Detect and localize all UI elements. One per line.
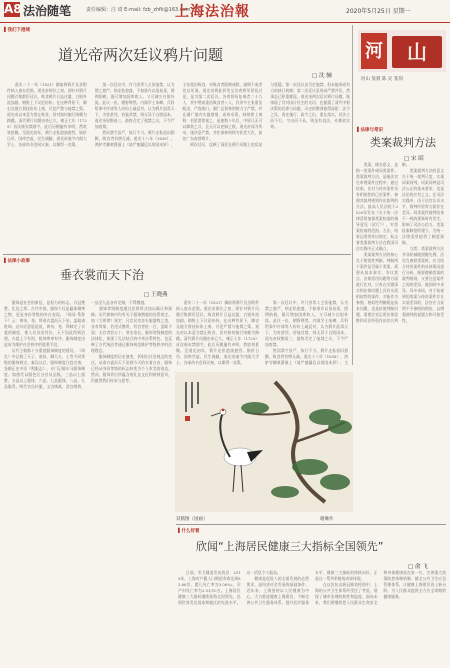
- article4-headline: 欣闻“上海居民健康三大指标全国领先”: [196, 540, 384, 553]
- article2-headline: 类案裁判方法: [370, 136, 436, 149]
- article4-tag: ▌什么好看: [178, 529, 200, 534]
- editor-credits: 责任编辑：汪 琦 E-mail: fzb_zhfk@163.com: [86, 7, 191, 13]
- column-divider: [352, 25, 353, 365]
- article2-body: 类案，顾名思义，是指一类案件或同类案件。类案裁判方法，是指法官在审理案件过程中，通过检索、比对与待决案件具有相似性的已决案件，参照其裁判规则作出裁判的方法。最高人民法院于2020年发布《关于统一法律适用加强类案检索的指导意见（试行）》，对类案检索的范围、方法、结果运用等作出规定，标志着类案裁判方法在我国司法实践中正式确立。 类案裁判方法的核心在于相似性判断。判断两个案件是否属于类案，需要从基本事实、争议焦点、法律适用问题等方面进行比对。只有在关键事实和法律问题上具有实质相似性的案件，才能作为参照。相似性判断既是技术问题，也是价值判断问题，需要法官运用法律思维和司法经验作出综合判断。 类案裁判方法的意义在于统一裁判尺度，实现同案同判。同案同判是司法公正的基本要求，也是法治的应有之义。在司法实践中，由于法官认识水平、裁判经验等方面存在差异，同类案件裁判结果不一致的现象时有发生，影响了司法公信力。类案检索制度的建立，为统一法律适用提供了制度保障。 当然，类案裁判方法并非机械地照搬先例。法官在参照类案时，应当结合待决案件的具体情况进行分析，既要遵循类案的裁判规则，又要注意案件之间的差异，做到同中求异、异中求同。对于检索到的类案与待决案件存在实质差异的，法官应当说明不予参照的理由，以增强裁判的说服力和可接受性。: [356, 162, 444, 323]
- article1-continuation: 嘉庆二十一年（1821）御前将鸦片及各附件纳入查办范围。道光帝即位之初，即针对鸦片问题召集群臣廷议，吸食鸦片日益泛滥，白银外流加剧，朝野上下议论纷纷。在这种背景下，御史及地方督抚纷纷上奏，讨论严禁与弛禁之策。道光帝以本意为禁止吸食，但对如何施行则颇为踌躇。清代鸦片问题由来已久，雍正七年（1729）首次颁布禁烟令，此后历朝屡有申明，然收效甚微。至道光初年，鸦片走私愈演愈烈，银价日昂，国库空虚，民生凋敝。道光帝遂令内阁大学士、各部尚书会同议奏，以期得一良策。 第一次廷议中，许乃济等人主张弛禁，认为禁之愈严，则走私愈盛，不如准许以货易货，照例纳税，既可增加国库收入，又可减少白银外流。此议一出，朝野哗然。内阁学士朱嶟、兵科给事中许球等人纷纷上疏反对，认为鸦片流毒天下，为害甚烈，若弛其禁，则无异于自戕国本。道光帝权衡再三，最终否定了弛禁之议，下令严加查禁。 然而禁令虽严，执行不力。鸦片走私依旧猖獗，吸食者有增无减。道光十八年（1838），鸿胪寺卿黄爵滋上《请严塞漏卮以培国本折》，主: [176, 300, 348, 365]
- seal-artwork: [358, 30, 446, 72]
- section-divider: [3, 254, 351, 255]
- section-name: 法治随笔: [23, 4, 72, 18]
- svg-text:河: 河: [365, 41, 383, 62]
- newspaper-logo: 上海法治報: [175, 4, 250, 20]
- article3-author: □ 王晓燕: [144, 292, 168, 298]
- article1-body: 嘉庆二十一年（1821）御前将鸦片及各附件纳入查办范围。道光帝即位之初，即针对鸦片问题召集群臣廷议，吸食鸦片日益泛滥，白银外流加剧，朝野上下议论纷纷。在这种背景下，御史及地方督抚纷纷上奏，讨论严禁与弛禁之策。道光帝以本意为禁止吸食，但对如何施行则颇为踌躇。清代鸦片问题由来已久，雍正七年（1729）首次颁布禁烟令，此后历朝屡有申明，然收效甚微。至道光初年，鸦片走私愈演愈烈，银价日昂，国库空虚，民生凋敝。道光帝遂令内阁大学士、各部尚书会同议奏，以期得一良策。 第一次廷议中，许乃济等人主张弛禁，认为禁之愈严，则走私愈盛，不如准许以货易货，照例纳税，既可增加国库收入，又可减少白银外流。此议一出，朝野哗然。内阁学士朱嶟、兵科给事中许球等人纷纷上疏反对，认为鸦片流毒天下，为害甚烈，若弛其禁，则无异于自戕国本。道光帝权衡再三，最终否定了弛禁之议，下令严加查禁。 然而禁令虽严，执行不力。鸦片走私依旧猖獗，吸食者有增无减。道光十八年（1838），鸿胪寺卿黄爵滋上《请严塞漏卮以培国本折》，主张重治吸食，对吸食者限期戒除，逾期不戒者处以死刑。道光帝将此折发交各省将军督抚讨论，是为第二次廷议。各省督抚复奏者二十九人，其中赞成重治吸食者八人，其余多主张重治贩卖、严查海口。湖广总督林则徐力主严禁，并在湖广境内实施禁烟，成效卓著。林则徐上奏称：若犹泄泄视之，是使数十年后，中原几无可以御敌之兵，且无可以充饷之银。道光帝深为所动，遂决意严禁，并任命林则徐为钦差大臣，前往广东查禁鸦片。 两次廷议，反映了清廷在鸦片问题上的反复与犹疑。第一次廷议虽否定弛禁，但未能形成有力的执行机制；第二次廷议虽形成严禁共识，然事态已积重难返。道光帝两次廷议鸦片问题，既体现了其对国计民生的关切，也暴露了清代中枢决策的迟滞与局限。历史的教训值得深思：法令之设，贵在施行；政令之出，重在落实。若法立而不行，令出而不从，则虽有良法，亦难收实效。: [7, 82, 350, 147]
- article4-body: 日前，市卫健委发布消息：2019年，上海市户籍人口期望寿命达到83.66岁，婴儿死亡率为3.06‰，孕产妇死亡率为3.51/10万。上海居民健康三大指标继续保持全国领先，达到世界发达国家和地区的先进水平。这一消息令人振奋。 健康是促进人的全面发展的必然要求，是经济社会发展的基础条件。近年来，上海坚持以人民健康为中心，大力推进健康上海建设，不断完善公共卫生服务体系，提升医疗服务水平，健康三大指标的持续向好，正是这一系列举措的成果体现。 在这次抗击新冠肺炎疫情中，上海的公共卫生体系经受住了考验，展现了城市治理的韧性和温度。面向未来，我们要继续把人民群众生命安全和身体健康放在第一位，完善重大疫情防控体制机制，健全公共卫生应急管理体系，让健康上海建设再上新台阶，为人民群众提供全方位全周期的健康服务。: [178, 570, 446, 605]
- issue-date: 2020年5月25日 星期一: [346, 8, 411, 15]
- article2-author: □ 宋 昭: [404, 156, 424, 162]
- section-divider-2: [176, 524, 446, 525]
- painting-caption-artist: 谢琳作: [320, 517, 334, 522]
- seal-caption: 河山 篆刻 陈 炎 篆刻: [361, 77, 403, 82]
- article1-headline: 道光帝两次廷议鸦片问题: [58, 46, 224, 64]
- crane-painting: [175, 372, 353, 512]
- article3-headline: 垂衣裳而天下治: [60, 268, 145, 282]
- page-number: A8: [4, 2, 22, 16]
- article1-tag: ▌我们下港域: [4, 28, 30, 33]
- article2-tag: ▌法律与常识: [357, 128, 383, 133]
- article1-author: □ 沈 骊: [312, 73, 332, 79]
- painting-caption-title: 双鹤图（国画）: [176, 517, 208, 522]
- article3-body: 服饰是社会的象征，是权力的标志。衣冠楚楚，礼仪之邦。古代中国，服饰不仅是蔽体御寒之物，更是身份等级的外在表现。《周易·系辞下》云：黄帝、尧、舜垂衣裳而天下治，盖取诸乾坤。这句话意思是说，黄帝、尧、舜制定了衣裳的制度，使人们各安其位，天下因此得到治理。衣裳上下有别，乾坤尊卑有序，服饰制度由此成为维护社会秩序的重要手段。 历代王朝都十分重视服饰制度的建设。《周礼》中记载了天子、诸侯、卿大夫、士等不同等级的服饰规定。秦汉以后，服饰制度日趋完善，各朝正史多设《舆服志》，专门记载车马服饰制度。如唐代以服色区分官员品级，三品以上服紫，五品以上服绯，六品、七品服绿，八品、九品服青。明代官员补服，文官绣禽，武官绣兽，一品至九品各有定制，不得僭越。 服饰等级制度通过法律形式加以确认和保障。历代律典中均有关于服饰僭越的处罚规定。如《大明律》规定：凡官民房舍车服器物之类，各有等第，若违式僭用，有官者杖一百，罢职不叙；无官者笞五十，罪坐家长。服饰等级制度的法律化，体现了礼法结合的中华法系特色，也反映了古代统治者通过服饰规范维护等级秩序的治理理念。 服饰制度的历史演变，折射出社会观念的变迁。从垂衣裳而天下治到今天的衣着自由，服饰已经从身份等级的标志转变为个人审美的表达。然而，服饰背后所蕴含的礼仪文化和规则意识，仍值得我们传承与思考。: [4, 300, 172, 389]
- masthead: [0, 0, 450, 23]
- article3-tag: ▌法律小故事: [4, 259, 30, 264]
- svg-text:山: 山: [407, 40, 427, 64]
- article4-author: □ 俞 飞: [408, 564, 428, 570]
